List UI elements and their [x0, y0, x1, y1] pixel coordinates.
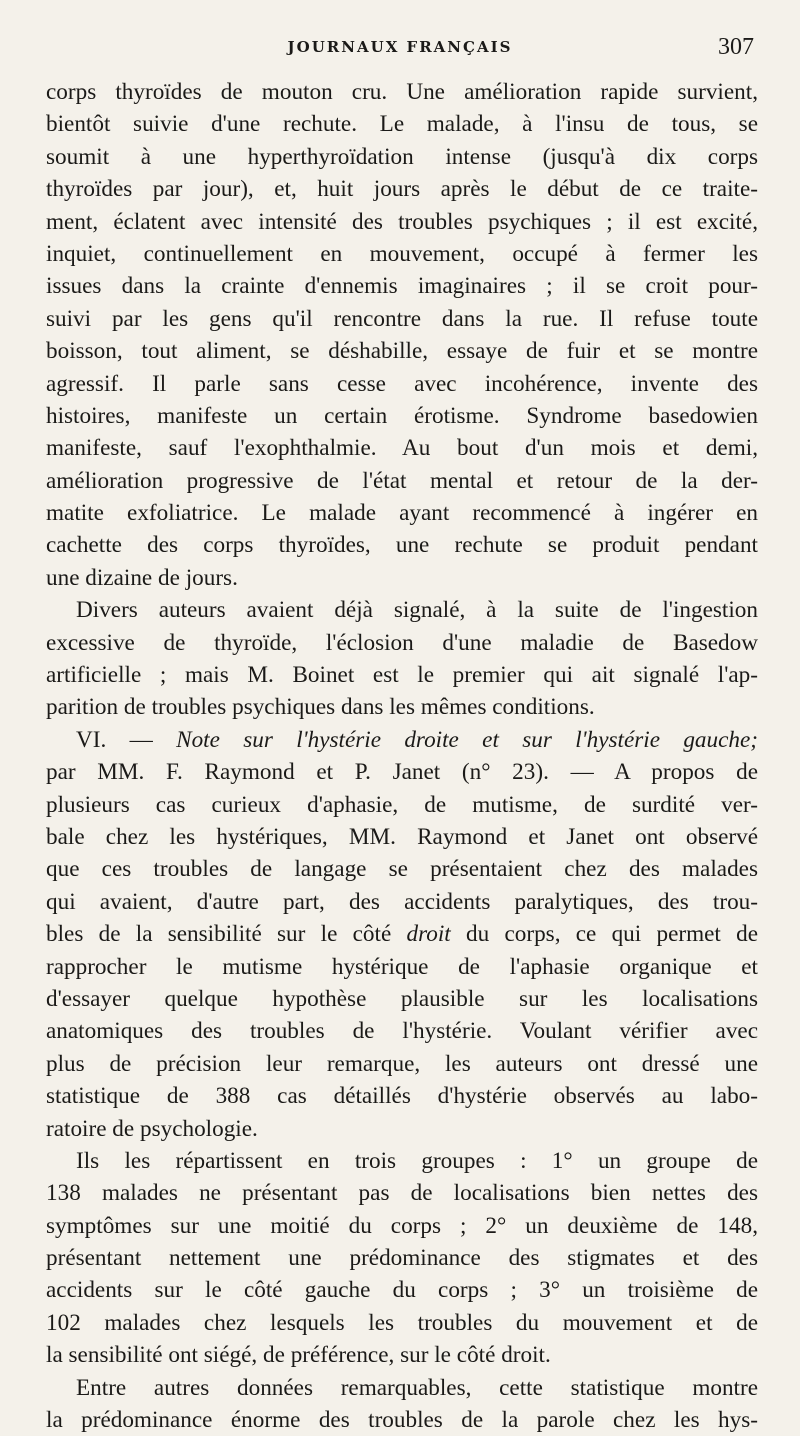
text-segment: 102 malades chez lesquels les troubles du mouvement et de [46, 1309, 758, 1336]
text-segment: histoires, manifeste un certain érotisme. Syndrome basedowien [46, 402, 758, 429]
text-segment: amélioration progressive de l'état mental et retour de la der- [46, 467, 758, 494]
text-line [46, 108, 758, 140]
text-line [46, 756, 758, 788]
text-segment: boisson, tout aliment, se déshabille, essaye de fuir et se montre [46, 338, 758, 365]
text-segment: matite exfoliatrice. Le malade ayant recommencé à ingérer en [46, 500, 758, 527]
text-line [46, 400, 758, 432]
text-segment: corps thyroïdes de mouton cru. Une amélioration rapide survient, [46, 79, 758, 105]
text-line [46, 465, 758, 497]
text-segment: ment, éclatent avec intensité des troubles psychiques ; il est excité, [46, 208, 758, 235]
text-line [46, 76, 758, 108]
text-segment: une dizaine de jours. [46, 564, 238, 591]
text-segment: d'essayer quelque hypothèse plausible sur les localisations [46, 985, 758, 1012]
text-line [46, 1242, 758, 1274]
text-segment: excessive de thyroïde, l'éclosion d'une maladie de Basedow [46, 629, 758, 656]
text-line [46, 886, 758, 918]
text-line [46, 270, 758, 302]
text-segment: anatomiques des troubles de l'hystérie. Voulant vérifier avec [46, 1018, 758, 1045]
running-head: JOURNAUX FRANÇAIS [287, 38, 513, 56]
text-segment: que ces troubles de langage se présentaient chez des malades [46, 856, 758, 883]
text-segment: bientôt suivie d'une rechute. Le malade, à l'insu de tous, se [46, 111, 758, 138]
text-segment: thyroïdes par jour), et, huit jours après le début de ce traite- [46, 176, 758, 203]
italic-text: droit [406, 921, 451, 948]
text-segment: accidents sur le côté gauche du corps ; 3° un troisième de [46, 1277, 758, 1304]
text-line [46, 1177, 758, 1209]
text-line [46, 432, 758, 464]
text-line [46, 529, 758, 561]
text-line [46, 1145, 758, 1177]
text-segment: bale chez les hystériques, MM. Raymond et Janet ont observé [46, 823, 758, 850]
text-line [46, 497, 758, 529]
text-segment: rapprocher le mutisme hystérique de l'aphasie organique et [46, 953, 758, 980]
text-segment: plus de précision leur remarque, les auteurs ont dressé une [46, 1050, 758, 1077]
text-line [46, 1274, 758, 1306]
text-line [46, 627, 758, 659]
text-segment: statistique de 388 cas détaillés d'hystérie observés au labo- [46, 1083, 758, 1110]
text-segment: manifeste, sauf l'exophthalmie. Au bout d'un mois et demi, [46, 435, 758, 462]
text-line [46, 853, 758, 885]
text-segment: du corps, ce qui permet de [450, 921, 759, 948]
text-line [46, 789, 758, 821]
text-line [46, 983, 758, 1015]
text-line [46, 1048, 758, 1080]
text-segment: Ils les répartissent en trois groupes : 1° un groupe de [76, 1147, 758, 1174]
text-segment: artificielle ; mais M. Boinet est le premier qui ait signalé l'ap- [46, 662, 758, 689]
text-line [46, 659, 758, 691]
text-segment: plusieurs cas curieux d'aphasie, de mutisme, de surdité ver- [46, 791, 758, 818]
text-segment: la sensibilité ont siégé, de préférence, sur le côté droit. [46, 1342, 551, 1369]
text-line [46, 691, 758, 723]
body-text [46, 76, 758, 1436]
text-segment: présentant nettement une prédominance des stigmates et des [46, 1245, 758, 1272]
text-segment: la prédominance énorme des troubles de la parole chez les hys- [46, 1407, 758, 1434]
text-segment: symptômes sur une moitié du corps ; 2° un deuxième de 148, [46, 1212, 758, 1239]
text-line [46, 1080, 758, 1112]
page-header [46, 34, 754, 68]
italic-text: Note sur l'hystérie droite et sur l'hystérie gauche; [176, 726, 759, 753]
text-segment: issues dans la crainte d'ennemis imaginaires ; il se croit pour- [46, 273, 758, 300]
text-segment: cachette des corps thyroïdes, une rechute se produit pendant [46, 532, 758, 559]
text-segment: soumit à une hyperthyroïdation intense (jusqu'à dix corps [46, 143, 758, 170]
text-segment: inquiet, continuellement en mouvement, occupé à fermer les [46, 240, 758, 267]
text-line [46, 1372, 758, 1404]
text-line [46, 303, 758, 335]
text-segment: par MM. F. Raymond et P. Janet (n° 23). — A propos de [46, 759, 758, 786]
text-line [46, 1307, 758, 1339]
text-line [46, 173, 758, 205]
text-segment: 138 malades ne présentant pas de localisations bien nettes des [46, 1180, 758, 1207]
text-segment: suivi par les gens qu'il rencontre dans la rue. Il refuse toute [46, 305, 758, 332]
text-line [46, 206, 758, 238]
text-line [46, 238, 758, 270]
text-segment: qui avaient, d'autre part, des accidents paralytiques, des trou- [46, 888, 758, 915]
text-line [46, 1113, 758, 1145]
text-line [46, 821, 758, 853]
text-line [46, 951, 758, 983]
text-line [46, 141, 758, 173]
text-segment: Entre autres données remarquables, cette statistique montre [76, 1374, 758, 1401]
text-segment: parition de troubles psychiques dans les mêmes conditions. [46, 694, 595, 721]
text-line [46, 1339, 758, 1371]
text-segment: VI. — [76, 726, 177, 753]
text-line [46, 335, 758, 367]
text-segment: Divers auteurs avaient déjà signalé, à la suite de l'ingestion [76, 597, 758, 624]
text-segment: agressif. Il parle sans cesse avec incohérence, invente des [46, 370, 758, 397]
text-line [46, 594, 758, 626]
text-line [46, 368, 758, 400]
page-number: 307 [718, 34, 754, 60]
text-segment: bles de la sensibilité sur le côté [46, 921, 407, 948]
text-line [46, 1404, 758, 1436]
text-line [46, 724, 758, 756]
text-segment: ratoire de psychologie. [46, 1115, 258, 1142]
text-line [46, 918, 758, 950]
text-line [46, 1015, 758, 1047]
text-line [46, 562, 758, 594]
text-line [46, 1210, 758, 1242]
